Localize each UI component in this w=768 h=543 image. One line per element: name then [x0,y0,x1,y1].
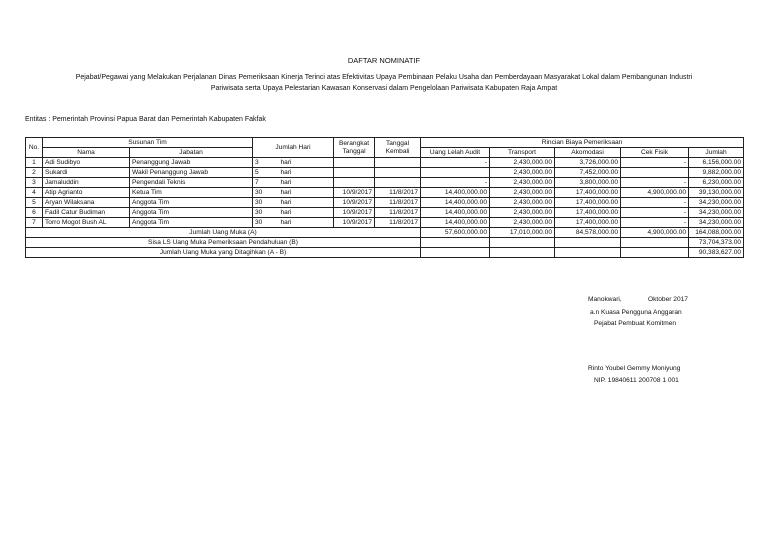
row-jumlah: 6,156,000.00 [689,158,744,168]
header-akomodasi: Akomodasi [555,148,621,158]
row-nama: Torro Mogot Bush AL [43,218,130,228]
tagih-row [26,248,744,258]
signatory-name: Rinto Youbel Gemmy Moniyung [588,365,681,372]
row-jabatan: Anggota Tim [130,198,253,208]
header-no: No. [26,138,43,158]
row-hari-unit: hari [279,188,334,198]
header-jumlah-hari: Jumlah Hari [253,138,334,158]
total-row [26,228,744,238]
row-akomodasi: 17,400,000.00 [555,198,621,208]
row-jumlah: 34,230,000.00 [689,208,744,218]
row-hari-unit: hari [279,158,334,168]
sisa-label: Sisa LS Uang Muka Pemeriksaan Pendahuluan (B) [26,238,421,248]
document-title: DAFTAR NOMINATIF [347,56,421,65]
row-jabatan: Pengendali Teknis [130,178,253,188]
row-no: 1 [26,158,43,168]
row-jumlah: 39,130,000.00 [689,188,744,198]
signature-date: Oktober 2017 [648,296,688,303]
row-berangkat [334,158,375,168]
row-cek-fisik: 4,900,000.00 [621,188,689,198]
row-transport: 2,430,000.00 [490,218,555,228]
table-row [26,158,744,168]
row-transport: 2,430,000.00 [490,158,555,168]
row-berangkat: 10/9/2017 [334,208,375,218]
document-subtitle [20,72,748,94]
total-jumlah: 164,088,000.00 [689,228,744,238]
row-kembali: 11/8/2017 [375,218,421,228]
row-hari: 30 [253,218,279,228]
row-jabatan: Wakil Penanggung Jawab [130,168,253,178]
header-cek-fisik: Cek Fisik [621,148,689,158]
row-hari-unit: hari [279,218,334,228]
row-jabatan: Anggota Tim [130,208,253,218]
signature-line-2: Pejabat Pembuat Komitmen [594,320,677,327]
row-no: 7 [26,218,43,228]
row-uang-lelah: 14,400,000.00 [421,208,490,218]
row-hari-unit: hari [279,198,334,208]
row-nama: Fadil Catur Budiman [43,208,130,218]
row-hari: 7 [253,178,279,188]
row-no: 4 [26,188,43,198]
row-akomodasi: 3,800,000.00 [555,178,621,188]
signatory-nip: NIP. 19840611 200708 1 001 [594,377,679,384]
table-row [26,178,744,188]
row-kembali [375,168,421,178]
row-nama: Sukardi [43,168,130,178]
header-nama: Nama [43,148,130,158]
row-transport: 2,430,000.00 [490,208,555,218]
row-kembali [375,158,421,168]
row-hari-unit: hari [279,168,334,178]
header-berangkat: Berangkat Tanggal [334,138,375,158]
signature-place: Manokwari, [588,296,622,303]
table-row [26,218,744,228]
total-transport: 17,010,000.00 [490,228,555,238]
total-cek-fisik: 4,900,000.00 [621,228,689,238]
row-jabatan: Ketua Tim [130,188,253,198]
row-jabatan: Anggota Tim [130,218,253,228]
table-row [26,188,744,198]
row-cek-fisik: - [621,198,689,208]
table-row [26,168,744,178]
row-jumlah: 34,230,000.00 [689,198,744,208]
row-no: 5 [26,198,43,208]
subtitle-line-2: Pariwisata serta Upaya Pelestarian Kawasan Konservasi dalam Pengelolaan Pariwisata Kabupaten Raja Ampat [210,85,558,92]
row-hari: 30 [253,188,279,198]
header-transport: Transport [490,148,555,158]
row-berangkat: 10/9/2017 [334,198,375,208]
total-uang-lelah: 57,600,000.00 [421,228,490,238]
row-hari: 30 [253,198,279,208]
row-uang-lelah: 14,400,000.00 [421,188,490,198]
total-akomodasi: 84,578,000.00 [555,228,621,238]
header-jumlah: Jumlah [689,148,744,158]
signature-line-1: a.n Kuasa Pengguna Anggaran [590,309,682,316]
row-kembali [375,178,421,188]
row-nama: Adi Sudibyo [43,158,130,168]
row-uang-lelah: 14,400,000.00 [421,218,490,228]
row-akomodasi: 17,400,000.00 [555,218,621,228]
entity-label: Entitas : Pemerintah Provinsi Papua Barat dan Pemerintah Kabupaten Fakfak [25,116,266,123]
row-cek-fisik: - [621,178,689,188]
tagih-jumlah: 90,383,627.00 [689,248,744,258]
total-label: Jumlah Uang Muka (A) [26,228,421,238]
row-cek-fisik: - [621,208,689,218]
row-jabatan: Penanggung Jawab [130,158,253,168]
header-uang-lelah: Uang Lelah Audit [421,148,490,158]
row-uang-lelah: 14,400,000.00 [421,198,490,208]
table-row [26,208,744,218]
row-hari-unit: hari [279,208,334,218]
row-nama: Aryan Wilaksana [43,198,130,208]
header-susunan-tim: Susunan Tim [43,138,253,148]
row-transport: 2,430,000.00 [490,178,555,188]
row-hari: 30 [253,208,279,218]
row-uang-lelah: - [421,158,490,168]
row-berangkat [334,178,375,188]
row-no: 2 [26,168,43,178]
row-akomodasi: 3,726,000.00 [555,158,621,168]
row-jumlah: 6,230,000.00 [689,178,744,188]
sisa-jumlah: 73,704,373.00 [689,238,744,248]
row-cek-fisik [621,168,689,178]
row-transport: 2,430,000.00 [490,198,555,208]
header-rincian: Rincian Biaya Pemeriksaan [421,138,744,148]
row-hari: 5 [253,168,279,178]
row-jumlah: 34,230,000.00 [689,218,744,228]
tagih-label: Jumlah Uang Muka yang Ditagihkan (A - B) [26,248,421,258]
row-hari-unit: hari [279,178,334,188]
row-akomodasi: 17,400,000.00 [555,208,621,218]
row-cek-fisik: - [621,218,689,228]
row-transport: 2,430,000.00 [490,168,555,178]
header-kembali: Tanggal Kembali [375,138,421,158]
row-no: 6 [26,208,43,218]
sisa-row [26,238,744,248]
row-jumlah: 9,882,000.00 [689,168,744,178]
row-berangkat: 10/9/2017 [334,218,375,228]
row-berangkat: 10/9/2017 [334,188,375,198]
header-jabatan: Jabatan [130,148,253,158]
row-uang-lelah [421,168,490,178]
row-cek-fisik: - [621,158,689,168]
row-berangkat [334,168,375,178]
subtitle-line-1: Pejabat/Pegawai yang Melakukan Perjalanan Dinas Pemeriksaan Kinerja Terinci atas Efektivitas Upaya Pembinaan Pelaku Usaha dan Pemberdayaan Masyarakat Lokal dalam Pembangunan Industri [75,74,693,81]
row-kembali: 11/8/2017 [375,208,421,218]
row-no: 3 [26,178,43,188]
row-hari: 3 [253,158,279,168]
row-uang-lelah: - [421,178,490,188]
row-transport: 2,430,000.00 [490,188,555,198]
row-nama: Atip Agrianto [43,188,130,198]
row-akomodasi: 17,400,000.00 [555,188,621,198]
row-kembali: 11/8/2017 [375,198,421,208]
row-nama: Jamaluddin [43,178,130,188]
row-akomodasi: 7,452,000.00 [555,168,621,178]
row-kembali: 11/8/2017 [375,188,421,198]
table-row [26,198,744,208]
nominative-table [25,137,744,258]
